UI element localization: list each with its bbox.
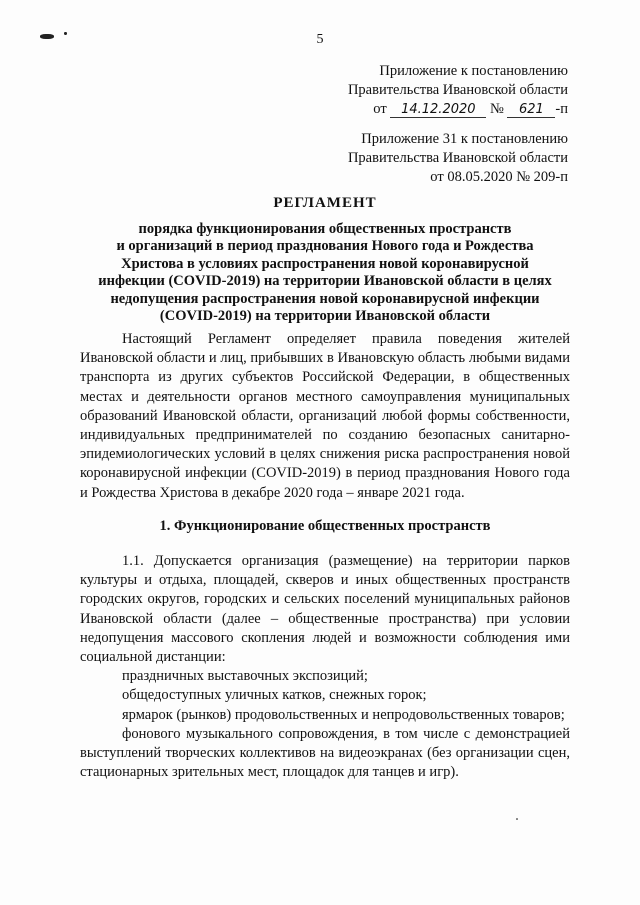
title-line: Христова в условиях распространения новой коронавирусной: [121, 255, 529, 272]
number-sign: №: [489, 101, 504, 117]
scan-mark-dot-bottom: [516, 818, 518, 820]
appendix-original-line3: от 08.05.2020 № 209-п: [430, 169, 568, 185]
title-line: порядка функционирования общественных пространств: [138, 220, 512, 237]
appendix-original: [348, 130, 568, 187]
title-line: инфекции (COVID-2019) на территории Ивановской области в целях: [98, 273, 552, 289]
title-line: и организаций в период празднования Нового года и Рождества: [116, 238, 534, 254]
handwritten-number: 621: [507, 103, 555, 118]
appendix-original-line2: Правительства Ивановской области: [347, 150, 568, 166]
title-main: РЕГЛАМЕНТ: [273, 195, 377, 211]
appendix-current-line1: Приложение к постановлению: [379, 63, 568, 79]
section-1-title: 1. Функционирование общественных пространств: [159, 518, 491, 534]
list-item: ярмарок (рынков) продовольственных и непродовольственных товаров;: [122, 706, 565, 723]
appendix-original-line1: Приложение 31 к постановлению: [361, 131, 568, 147]
list-item: фонового музыкального сопровождения, в том числе с демонстрацией выступлений творческих коллективов на видеоэкранах (без организации сцен, стационарных зрительных мест, площадок для танцев и игр).: [80, 725, 570, 781]
section-1-paragraph: 1.1. Допускается организация (размещение) на территории парков культуры и отдыха, площадей, скверов и иных общественных пространств городских округов, городских и сельских поселений муниципальных районов Ивановской области (далее – общественные пространства) при условии недопущения массового скопления людей и возможности соблюдения ими социальной дистанции:: [80, 553, 570, 666]
section-1-body: [80, 552, 570, 782]
appendix-current: [348, 62, 568, 119]
page-number: 5: [316, 32, 324, 47]
appendix-current-line2: Правительства Ивановской области: [347, 82, 568, 98]
title-line: (COVID-2019) на территории Ивановской области: [159, 308, 491, 324]
appendix-current-line3: [348, 100, 568, 119]
list-item: праздничных выставочных экспозиций;: [122, 668, 368, 685]
handwritten-date: 14.12.2020: [390, 103, 486, 118]
title-line: недопущения распространения новой коронавирусной инфекции: [110, 290, 540, 307]
appendix-from: от: [373, 101, 387, 117]
list-item: общедоступных уличных катков, снежных горок;: [122, 687, 427, 704]
intro-paragraph: Настоящий Регламент определяет правила поведения жителей Ивановской области и лиц, прибывших в Ивановскую область любыми видами транспорта из других субъектов Российской Федерации, в общественных местах и деятельности органов местного самоуправления муниципальных образований Ивановской области, организаций любой формы собственности, индивидуальных предпринимателей по созданию безопасных санитарно-эпидемиологических условий в целях снижения риска распространения новой коронавирусной инфекции (COVID-2019) в период празднования Нового года и Рождества Христова в декабре 2020 года – январе 2021 года.: [80, 331, 570, 501]
number-suffix: -п: [555, 101, 568, 117]
document-title: [80, 195, 570, 326]
